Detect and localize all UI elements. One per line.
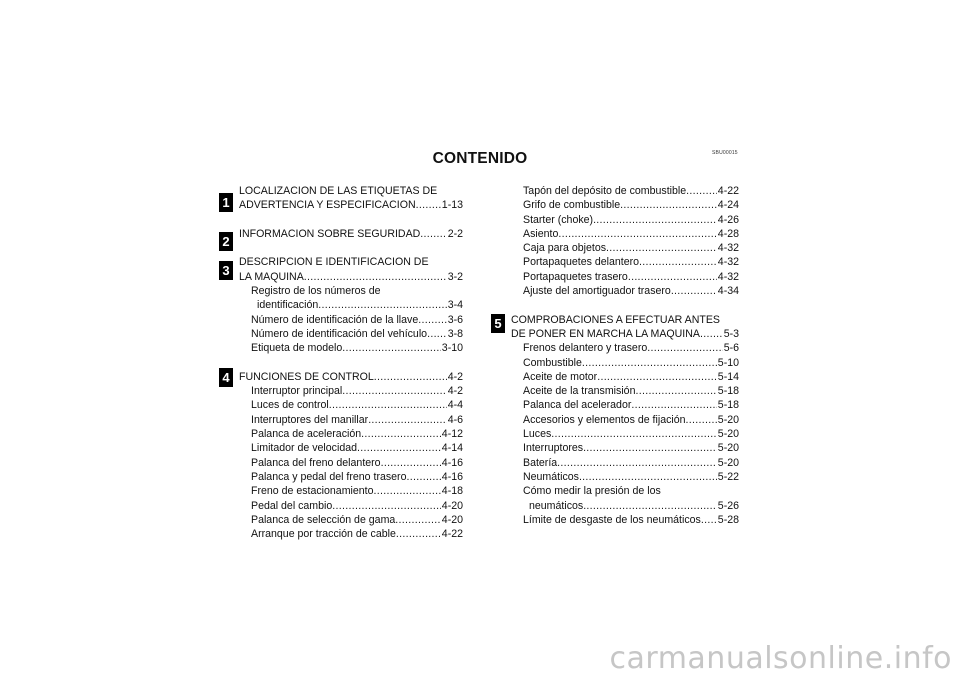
toc-page-number: 5-18 — [717, 399, 739, 412]
dot-leader — [395, 513, 441, 527]
toc-subentry[interactable] — [511, 384, 739, 398]
toc-page-number: 4-22 — [441, 528, 463, 541]
toc-subentry[interactable] — [511, 184, 739, 198]
toc-entry-text: Cómo medir la presión de los — [523, 485, 661, 498]
toc-page-number: 3-10 — [441, 342, 463, 355]
dot-leader — [357, 441, 441, 455]
toc-page-number: 4-26 — [717, 213, 739, 226]
toc-left-column — [239, 184, 463, 541]
toc-gap — [239, 241, 463, 255]
dot-leader — [557, 456, 717, 470]
toc-entry-text: Grifo de combustible — [523, 199, 621, 212]
toc-subentry[interactable] — [511, 427, 739, 441]
toc-entry-text: Neumáticos — [523, 470, 579, 483]
toc-entry-text: Ajuste del amortiguador trasero — [523, 285, 671, 298]
toc-entry-text: INFORMACION SOBRE SEGURIDAD — [239, 227, 421, 240]
toc-entry-text: Luces de control — [251, 399, 329, 412]
toc-subentry[interactable] — [239, 527, 463, 541]
dot-leader — [647, 341, 722, 355]
toc-entry-text: Interruptor principal — [251, 385, 343, 398]
toc-page-number: 4-28 — [717, 227, 739, 240]
toc-section-entry[interactable] — [239, 370, 463, 384]
toc-page-number: 3-8 — [447, 327, 463, 340]
toc-subentry[interactable] — [511, 398, 739, 412]
toc-subentry[interactable] — [511, 470, 739, 484]
toc-subentry[interactable] — [239, 384, 463, 398]
toc-entry-text: DESCRIPCION E IDENTIFICACION DE — [239, 256, 429, 269]
toc-entry-text: Palanca del acelerador — [523, 399, 632, 412]
toc-page-number: 4-18 — [441, 485, 463, 498]
toc-entry-text: Palanca y pedal del freno trasero — [251, 470, 407, 483]
toc-page-number: 5-28 — [717, 513, 739, 526]
dot-leader — [579, 470, 717, 484]
toc-entry-text: neumáticos — [529, 499, 584, 512]
dot-leader — [671, 284, 717, 298]
toc-entry-text: Starter (choke) — [523, 213, 594, 226]
toc-page-number: 4-32 — [717, 256, 739, 269]
toc-page-number: 4-20 — [441, 499, 463, 512]
toc-subentry[interactable] — [511, 255, 739, 269]
toc-subentry[interactable] — [239, 470, 463, 484]
dot-leader — [597, 370, 717, 384]
dot-leader — [631, 398, 716, 412]
page-title: CONTENIDO — [432, 150, 528, 167]
toc-subentry[interactable] — [239, 427, 463, 441]
toc-entry-text: Palanca del freno delantero — [251, 456, 381, 469]
toc-entry-text: LOCALIZACION DE LAS ETIQUETAS DE — [239, 185, 438, 197]
dot-leader — [374, 484, 441, 498]
toc-page-number: 5-20 — [717, 413, 739, 426]
dot-leader — [686, 413, 717, 427]
dot-leader — [582, 356, 717, 370]
toc-entry-text: Accesorios y elementos de fijación — [523, 413, 686, 426]
dot-leader — [620, 198, 717, 212]
toc-page-number: 1-13 — [441, 199, 463, 212]
toc-page-number: 4-4 — [447, 399, 463, 412]
toc-entry-text: Tapón del depósito de combustible — [523, 185, 687, 197]
dot-leader — [329, 398, 447, 412]
toc-subentry[interactable] — [511, 456, 739, 470]
toc-page-number: 4-20 — [441, 513, 463, 526]
toc-page-number: 4-24 — [717, 199, 739, 212]
dot-leader — [551, 427, 717, 441]
toc-entry-text: Palanca de selección de gama — [251, 513, 396, 526]
toc-entry-text: identificación — [257, 299, 319, 312]
toc-subentry[interactable] — [239, 327, 463, 341]
toc-entry-text: COMPROBACIONES A EFECTUAR ANTES — [511, 313, 720, 326]
toc-entry-text: Caja para objetos — [523, 242, 607, 255]
toc-page-number: 3-4 — [447, 299, 463, 312]
toc-subentry[interactable] — [511, 341, 739, 355]
dot-leader — [361, 427, 441, 441]
toc-subentry[interactable] — [239, 513, 463, 527]
dot-leader — [583, 441, 717, 455]
toc-subentry[interactable] — [239, 413, 463, 427]
toc-entry-text: Luces — [523, 428, 552, 441]
toc-page-number: 4-12 — [441, 428, 463, 441]
dot-leader — [342, 341, 441, 355]
toc-entry-text: Portapaquetes trasero — [523, 270, 628, 283]
toc-subentry[interactable] — [511, 441, 739, 455]
toc-page-number: 4-32 — [717, 270, 739, 283]
toc-entry-text: Freno de estacionamiento — [251, 485, 374, 498]
toc-subentry[interactable] — [239, 499, 463, 513]
dot-leader — [558, 227, 716, 241]
toc-subentry[interactable] — [511, 413, 739, 427]
toc-subentry[interactable] — [239, 398, 463, 412]
toc-entry-text: Registro de los números de — [251, 285, 381, 298]
toc-page-number: 4-16 — [441, 470, 463, 483]
document-code: SBU00015 — [712, 150, 738, 156]
toc-subentry[interactable] — [511, 284, 739, 298]
toc-subentry[interactable] — [239, 484, 463, 498]
chapter-tab-5: 5 — [491, 314, 505, 333]
dot-leader — [635, 384, 716, 398]
toc-subentry[interactable] — [511, 227, 739, 241]
dot-leader — [606, 241, 717, 255]
toc-subentry[interactable] — [511, 198, 739, 212]
toc-entry-text: Asiento — [523, 227, 559, 240]
toc-page-number: 4-16 — [441, 456, 463, 469]
dot-leader — [420, 227, 446, 241]
toc-page-number: 5-18 — [717, 385, 739, 398]
toc-page-number: 5-3 — [723, 327, 739, 340]
toc-page-number: 3-6 — [447, 313, 463, 326]
toc-entry-text: ADVERTENCIA Y ESPECIFICACION — [239, 199, 416, 212]
dot-leader — [700, 327, 723, 341]
toc-page-number: 5-14 — [717, 370, 739, 383]
toc-page-number: 4-22 — [717, 185, 739, 197]
dot-leader — [374, 370, 447, 384]
toc-entry-text: FUNCIONES DE CONTROL — [239, 370, 374, 383]
toc-entry-text: Combustible — [523, 356, 582, 369]
toc-page-number: 5-20 — [717, 456, 739, 469]
toc-subentry[interactable] — [511, 356, 739, 370]
dot-leader — [381, 456, 441, 470]
toc-entry-text: Número de identificación de la llave — [251, 313, 419, 326]
toc-page-number: 5-26 — [717, 499, 739, 512]
toc-subentry[interactable] — [511, 370, 739, 384]
dot-leader — [701, 513, 717, 527]
toc-page-number: 5-10 — [717, 356, 739, 369]
toc-page-number: 3-2 — [447, 270, 463, 283]
chapter-tab-1: 1 — [219, 193, 233, 212]
toc-entry-text: Etiqueta de modelo — [251, 342, 343, 355]
dot-leader — [583, 499, 717, 513]
toc-subentry[interactable] — [239, 313, 463, 327]
dot-leader — [304, 270, 447, 284]
toc-page-number: 5-6 — [723, 342, 739, 355]
toc-entry-text: Frenos delantero y trasero — [523, 342, 648, 355]
dot-leader — [342, 384, 446, 398]
toc-subentry[interactable] — [239, 456, 463, 470]
toc-subentry[interactable] — [511, 241, 739, 255]
chapter-tab-3: 3 — [219, 261, 233, 280]
toc-page-number: 5-20 — [717, 442, 739, 455]
toc-subentry[interactable] — [511, 513, 739, 527]
toc-right-column — [511, 184, 739, 527]
toc-page-number: 4-2 — [447, 370, 463, 383]
toc-section-entry[interactable] — [239, 184, 463, 213]
toc-page-number: 2-2 — [447, 227, 463, 240]
dot-leader — [686, 184, 717, 198]
dot-leader — [396, 527, 441, 541]
toc-section-entry[interactable] — [239, 255, 463, 284]
toc-section-entry[interactable] — [511, 313, 739, 342]
dot-leader — [427, 327, 447, 341]
toc-entry-text: Batería — [523, 456, 558, 469]
toc-entry-text: Aceite de motor — [523, 370, 598, 383]
toc-entry-text: Límite de desgaste de los neumáticos — [523, 513, 701, 526]
toc-subentry[interactable] — [511, 484, 739, 513]
dot-leader — [318, 298, 446, 312]
toc-entry-text: Número de identificación del vehículo — [251, 327, 428, 340]
toc-subentry[interactable] — [239, 341, 463, 355]
dot-leader — [593, 213, 717, 227]
toc-page-number: 5-20 — [717, 428, 739, 441]
toc-gap — [239, 356, 463, 370]
toc-page-number: 4-2 — [447, 385, 463, 398]
dot-leader — [418, 313, 446, 327]
chapter-tab-4: 4 — [219, 368, 233, 387]
toc-entry-text: Interruptores del manillar — [251, 413, 369, 426]
toc-section-entry[interactable] — [239, 227, 463, 241]
toc-page-number: 4-32 — [717, 242, 739, 255]
toc-entry-text: Portapaquetes delantero — [523, 256, 640, 269]
toc-entry-text: Palanca de aceleración — [251, 428, 362, 441]
dot-leader — [332, 499, 441, 513]
dot-leader — [639, 255, 717, 269]
toc-gap — [239, 213, 463, 227]
toc-gap — [511, 298, 739, 312]
watermark: carmanualsonline.info — [609, 641, 952, 676]
toc-subentry[interactable] — [511, 213, 739, 227]
dot-leader — [406, 470, 440, 484]
toc-subentry[interactable] — [511, 270, 739, 284]
toc-page-number: 4-34 — [717, 285, 739, 298]
toc-page-number: 4-14 — [441, 442, 463, 455]
toc-subentry[interactable] — [239, 441, 463, 455]
toc-entry-text: Limitador de velocidad — [251, 442, 357, 455]
toc-entry-text: Pedal del cambio — [251, 499, 333, 512]
toc-entry-text: Arranque por tracción de cable — [251, 528, 396, 541]
toc-subentry[interactable] — [239, 284, 463, 313]
dot-leader — [368, 413, 447, 427]
toc-page-number: 4-6 — [447, 413, 463, 426]
toc-page-number: 5-22 — [717, 470, 739, 483]
toc-entry-text: Aceite de la transmisión — [523, 385, 636, 398]
dot-leader — [628, 270, 717, 284]
toc-entry-text: LA MAQUINA — [239, 270, 304, 283]
toc-entry-text: Interruptores — [523, 442, 584, 455]
dot-leader — [416, 198, 441, 212]
toc-entry-text: DE PONER EN MARCHA LA MAQUINA — [511, 327, 700, 340]
chapter-tab-2: 2 — [219, 232, 233, 251]
